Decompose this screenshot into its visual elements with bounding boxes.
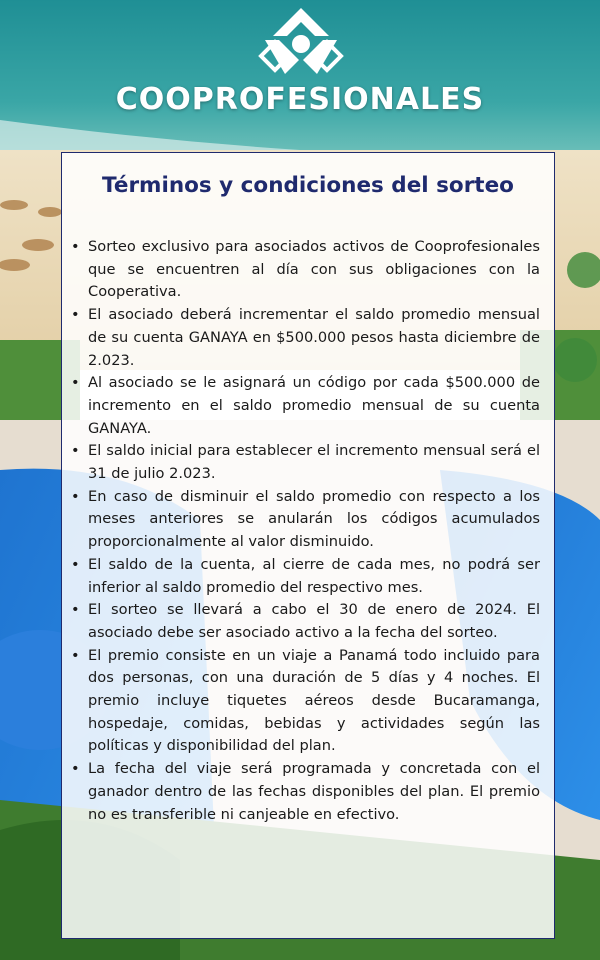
terms-item: • En caso de disminuir el saldo promedio con respecto a los meses anteriores se anularán los códigos acumulados proporcionalmente al valor disminuido. [88, 486, 540, 554]
brand-name: COOPROFESIONALES [115, 82, 485, 117]
terms-item: • El sorteo se llevará a cabo el 30 de enero de 2024. El asociado debe ser asociado activo a la fecha del sorteo. [88, 599, 540, 644]
terms-item: • Sorteo exclusivo para asociados activos de Cooprofesionales que se encuentren al día con sus obligaciones con la Cooperativa. [88, 236, 540, 304]
terms-panel [61, 152, 555, 939]
terms-item: • La fecha del viaje será programada y concretada con el ganador dentro de las fechas disponibles del plan. El premio no es transferible ni canjeable en efectivo. [88, 758, 540, 826]
terms-item: • El asociado deberá incrementar el saldo promedio mensual de su cuenta GANAYA en $500.000 pesos hasta diciembre de 2.023. [88, 304, 540, 372]
brand-logo-icon [255, 6, 347, 80]
terms-list [88, 236, 540, 826]
terms-item: • Al asociado se le asignará un código por cada $500.000 de incremento en el saldo promedio mensual de su cuenta GANAYA. [88, 372, 540, 440]
terms-item: • El saldo inicial para establecer el incremento mensual será el 31 de julio 2.023. [88, 440, 540, 485]
terms-item: • El premio consiste en un viaje a Panamá todo incluido para dos personas, con una duración de 5 días y 4 noches. El premio incluye tiquetes aéreos desde Bucaramanga, hospedaje, comidas, bebidas y actividades según las políticas y disponibilidad del plan. [88, 645, 540, 759]
terms-title: Términos y condiciones del sorteo [102, 173, 514, 198]
terms-item: • El saldo de la cuenta, al cierre de cada mes, no podrá ser inferior al saldo promedio del respectivo mes. [88, 554, 540, 599]
